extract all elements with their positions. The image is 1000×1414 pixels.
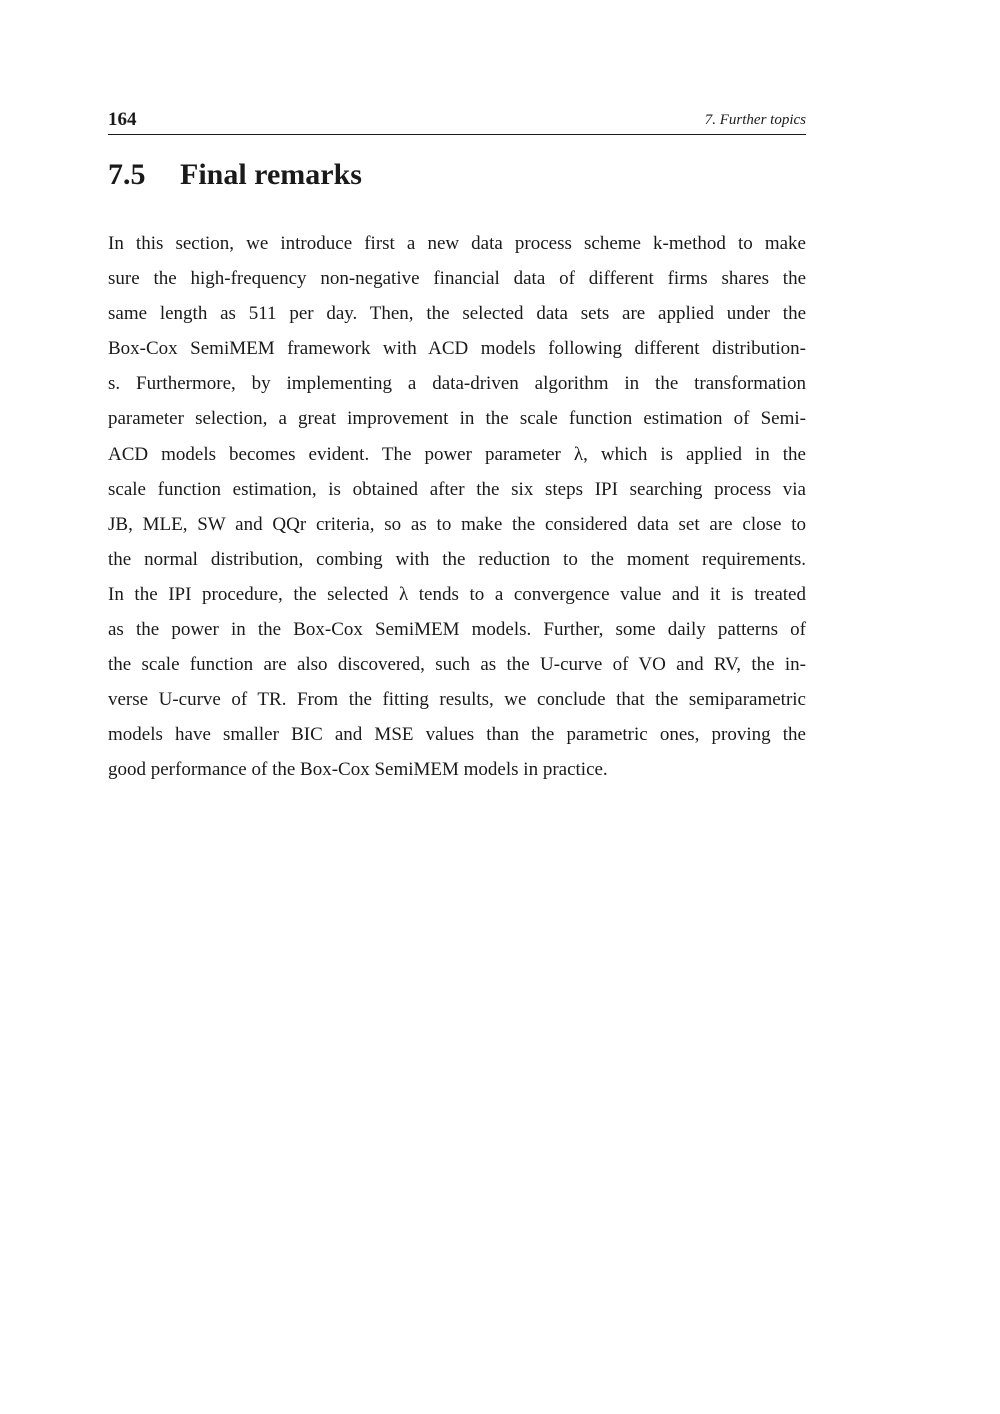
- paragraph-line: same length as 511 per day. Then, the selected data sets are applied under the: [108, 303, 806, 325]
- paragraph-line: sure the high-frequency non-negative financial data of different firms shares the: [108, 268, 806, 290]
- section-title: Final remarks: [180, 158, 362, 191]
- body-paragraph: [108, 226, 806, 788]
- paragraph-line: JB, MLE, SW and QQr criteria, so as to make the considered data set are close to: [108, 513, 806, 535]
- paragraph-line: scale function estimation, is obtained after the six steps IPI searching process via: [108, 478, 806, 500]
- paragraph-line: In this section, we introduce first a new data process scheme k-method to make: [108, 233, 806, 254]
- paragraph-line: Box-Cox SemiMEM framework with ACD models following different distribution-: [108, 338, 806, 360]
- paragraph-line: ACD models becomes evident. The power parameter λ, which is applied in the: [108, 443, 806, 465]
- paragraph-line: In the IPI procedure, the selected λ tends to a convergence value and it is treated: [108, 583, 806, 605]
- paragraph-line: as the power in the Box-Cox SemiMEM models. Further, some daily patterns of: [108, 619, 806, 641]
- paragraph-line: the normal distribution, combing with the reduction to the moment requirements.: [108, 548, 806, 570]
- paragraph-line: models have smaller BIC and MSE values than the parametric ones, proving the: [108, 724, 806, 746]
- paragraph-line: good performance of the Box-Cox SemiMEM models in practice.: [108, 759, 608, 781]
- paragraph-line: parameter selection, a great improvement in the scale function estimation of Semi-: [108, 408, 806, 430]
- paragraph-line: s. Furthermore, by implementing a data-driven algorithm in the transformation: [108, 373, 806, 395]
- section-number: 7.5: [108, 158, 146, 191]
- page-number: 164: [108, 109, 137, 130]
- chapter-title: 7. Further topics: [704, 112, 806, 128]
- running-header: [108, 108, 806, 135]
- paragraph-line: the scale function are also discovered, such as the U-curve of VO and RV, the in-: [108, 654, 806, 676]
- paragraph-line: verse U-curve of TR. From the fitting results, we conclude that the semiparametric: [108, 689, 806, 711]
- section-heading: [108, 158, 362, 192]
